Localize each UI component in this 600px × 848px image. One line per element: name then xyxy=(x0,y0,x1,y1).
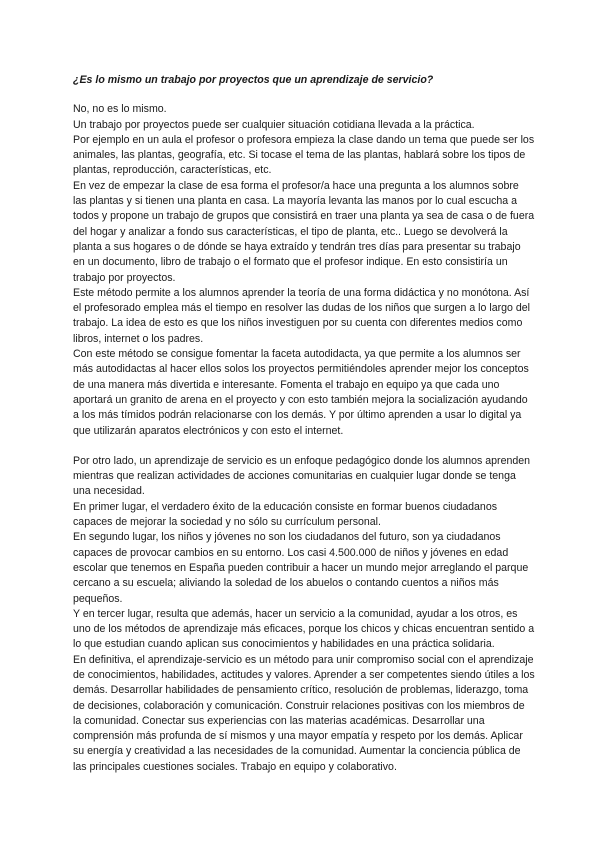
paragraph-spacer xyxy=(73,439,535,454)
paragraph: No, no es lo mismo. xyxy=(73,103,167,116)
paragraph: En definitiva, el aprendizaje-servicio es un método para unir compromiso social con el aprendizaje de conocimientos, habilidades, actitudes y valores. Aprender a ser competentes siendo útiles a los demás. Desarrollar habilidades de pensamiento crítico, resolución de problemas, liderazgo, toma de decisiones, colaboración y comunicación. Construir relaciones positivas con los miembros de la comunidad. Conectar sus experiencias con las materias académicas. Desarrollar una comprensión más profunda de sí mismos y una mayor empatía y respeto por los demás. Aplicar su energía y creatividad a las necesidades de la comunidad. Aumentar la conciencia pública de las principales cuestiones sociales. Trabajo en equipo y colaborativo. xyxy=(73,653,535,773)
document-title: ¿Es lo mismo un trabajo por proyectos que un aprendizaje de servicio? xyxy=(73,74,434,86)
paragraph: Por ejemplo en un aula el profesor o profesora empieza la clase dando un tema que puede ser los animales, las plantas, geografía, etc. Si tocase el tema de las plantas, hablará sobre los tipos de plantas, reproducción, características, etc. xyxy=(73,133,535,177)
paragraph: Un trabajo por proyectos puede ser cualquier situación cotidiana llevada a la práctica. xyxy=(73,118,475,131)
paragraph: Con este método se consigue fomentar la faceta autodidacta, ya que permite a los alumnos ser más autodidactas al hacer ellos solos los proyectos permitiéndoles aprender mejor los conceptos de una manera más divertida e interesante. Fomenta el trabajo en equipo ya que cada uno aportará un granito de arena en el proyecto y con esto también mejora la socialización ayudando a los más tímidos podrán relacionarse con los demás. Y por último aprenden a usar lo digital ya que utilizarán aparatos electrónicos y con esto el internet. xyxy=(73,348,529,437)
paragraph: Este método permite a los alumnos aprender la teoría de una forma didáctica y no monótona. Así el profesorado emplea más el tiempo en resolver las dudas de los niños que surgen a lo largo del trabajo. La idea de esto es que los niños investiguen por su cuenta con diferentes medios como libros, internet o los padres. xyxy=(73,286,530,345)
paragraph: En vez de empezar la clase de esa forma el profesor/a hace una pregunta a los alumnos sobre las plantas y si tienen una planta en casa. La mayoría levanta las manos por lo cual escucha a todos y propone un trabajo de grupos que consistirá en traer una planta ya sea de casa o de fuera del hogar y analizar a fondo sus características, el tipo de planta, etc.. Luego se devolverá la planta a sus hogares o de dónde se haya extraído y tendrán tres días para presentar su trabajo en un documento, libro de trabajo o el formato que el profesor indique. En esto consistiría un trabajo por proyectos. xyxy=(73,179,535,284)
paragraph: Por otro lado, un aprendizaje de servicio es un enfoque pedagógico donde los alumnos aprenden mientras que realizan actividades de acciones comunitarias en cualquier lugar donde se tenga una necesidad. xyxy=(73,454,531,498)
paragraph: En primer lugar, el verdadero éxito de la educación consiste en formar buenos ciudadanos capaces de mejorar la sociedad y no sólo su currículum personal. xyxy=(73,500,498,529)
document-body xyxy=(73,73,535,775)
paragraph: Y en tercer lugar, resulta que además, hacer un servicio a la comunidad, ayudar a los otros, es uno de los métodos de aprendizaje más eficaces, porque los chicos y chicas encuentran sentido a lo que estudian cuando aplican sus conocimientos y habilidades en una práctica solidaria. xyxy=(73,607,535,651)
paragraph: En segundo lugar, los niños y jóvenes no son los ciudadanos del futuro, son ya ciudadanos capaces de provocar cambios en su entorno. Los casi 4.500.000 de niños y jóvenes en edad escolar que tenemos en España pueden contribuir a hacer un mundo mejor arreglando el parque cercano a su escuela; aliviando la soledad de los abuelos o contando cuentos a niños más pequeños. xyxy=(73,531,529,605)
